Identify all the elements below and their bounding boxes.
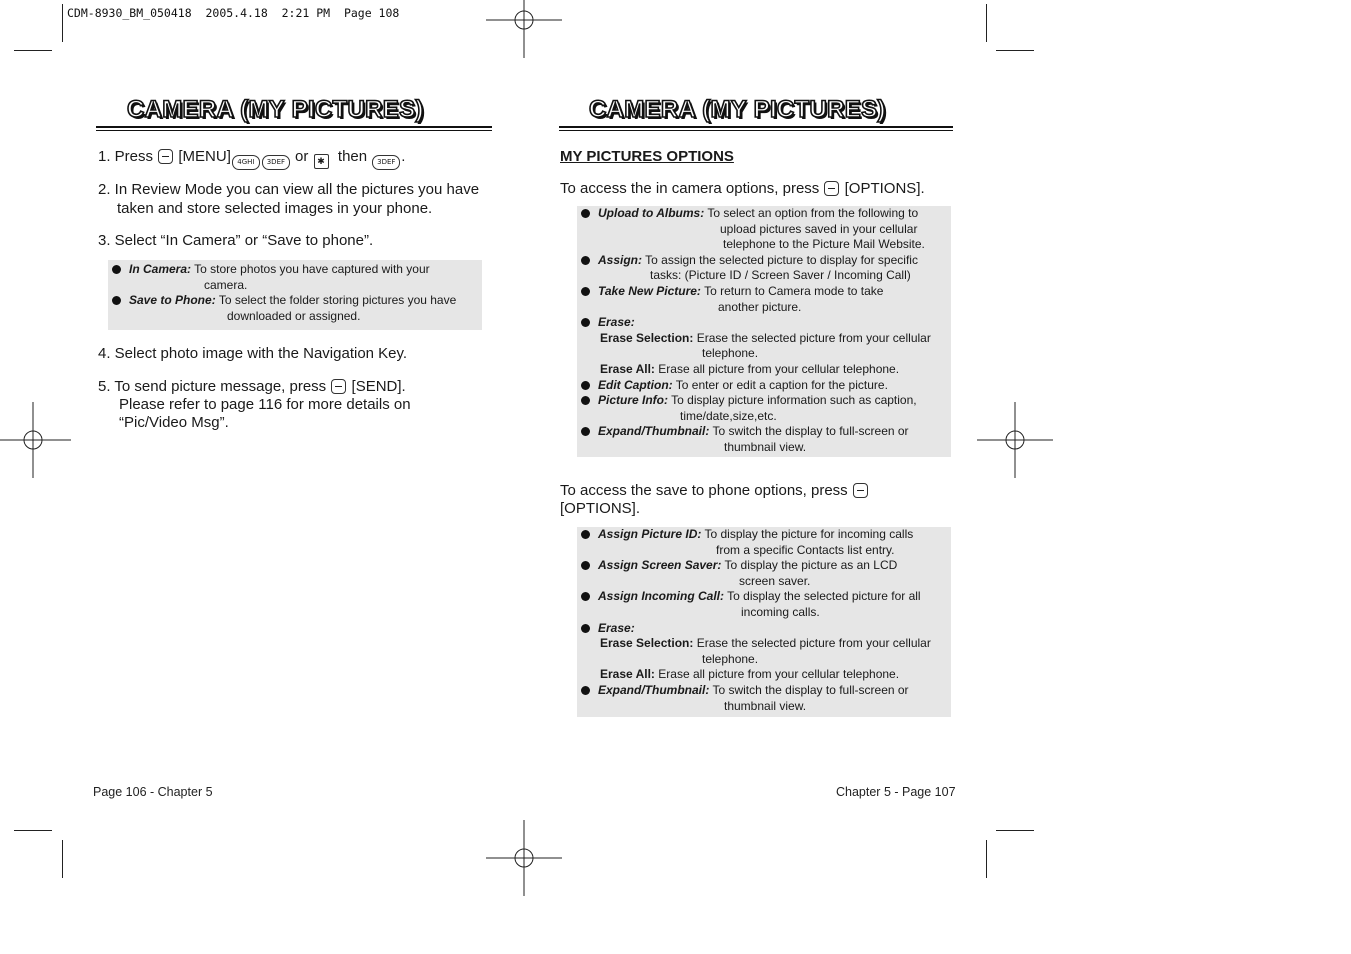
list-item: Expand/Thumbnail: To switch the display to full-screen or thumbnail view. <box>577 683 951 714</box>
right-page-title: CAMERA (MY PICTURES) <box>589 96 886 123</box>
list-item: Picture Info: To display picture information such as caption, time/date,size,etc. <box>577 393 951 424</box>
bullet-icon <box>581 686 590 695</box>
list-item: Expand/Thumbnail: To switch the display to full-screen or thumbnail view. <box>577 424 951 455</box>
list-item: Assign Incoming Call: To display the selected picture for all incoming calls. <box>577 589 951 620</box>
title-rule-thin <box>559 130 953 131</box>
list-item: Edit Caption: To enter or edit a caption for the picture. <box>577 378 951 394</box>
right-page-footer: Chapter 5 - Page 107 <box>836 785 956 799</box>
step-1: 1. Press [MENU] 4GHI 3DEF or ✱ then 3DEF . <box>98 147 405 170</box>
left-page-footer: Page 106 - Chapter 5 <box>93 785 213 799</box>
bullet-icon <box>581 592 590 601</box>
registration-mark-top <box>486 0 562 58</box>
list-item: Erase: <box>577 315 951 331</box>
registration-mark-right <box>977 402 1053 478</box>
list-item: Assign Screen Saver: To display the picture as an LCD screen saver. <box>577 558 951 589</box>
bullet-icon <box>581 561 590 570</box>
key-4-icon: 4GHI <box>232 155 260 170</box>
key-3-icon: 3DEF <box>262 155 290 170</box>
soft-key-icon <box>824 181 839 196</box>
soft-key-icon <box>331 379 346 394</box>
bullet-icon <box>112 265 121 274</box>
bullet-icon <box>581 318 590 327</box>
list-item: Assign Picture ID: To display the picture for incoming calls from a specific Contacts list entry. <box>577 527 951 558</box>
title-rule-thin <box>96 130 492 131</box>
bullet-icon <box>581 209 590 218</box>
bullet-icon <box>112 296 121 305</box>
title-rule <box>96 126 492 128</box>
save-location-box <box>108 260 482 330</box>
soft-key-icon <box>853 483 868 498</box>
key-3-icon: 3DEF <box>372 155 400 170</box>
bullet-icon <box>581 256 590 265</box>
title-rule <box>559 126 953 128</box>
registration-mark-left <box>0 402 71 478</box>
bullet-icon <box>581 530 590 539</box>
list-item: Erase: <box>577 621 951 637</box>
section-heading: MY PICTURES OPTIONS <box>560 148 734 165</box>
erase-selection-item: Erase Selection: Erase the selected picture from your cellular telephone. <box>600 636 931 666</box>
bullet-icon <box>581 624 590 633</box>
intro-in-camera: To access the in camera options, press [OPTIONS]. <box>560 180 925 197</box>
erase-all-item: Erase All: Erase all picture from your cellular telephone. <box>600 667 900 682</box>
bullet-icon <box>581 427 590 436</box>
step-3: 3. Select “In Camera” or “Save to phone”. <box>98 232 374 249</box>
step-5: 5. To send picture message, press [SEND]. Please refer to page 116 for more details on “Pic/Video Msg”. <box>98 378 411 431</box>
print-slug: CDM-8930_BM_050418 2005.4.18 2:21 PM Page 108 <box>67 6 400 20</box>
bullet-icon <box>581 287 590 296</box>
soft-key-icon <box>158 149 173 164</box>
left-page-title: CAMERA (MY PICTURES) <box>127 96 424 123</box>
list-item: Save to Phone: To select the folder storing pictures you have downloaded or assigned. <box>108 293 482 324</box>
list-item: Upload to Albums: To select an option from the following to upload pictures saved in your cellular telephone to the Picture Mail Website. <box>577 206 951 253</box>
bullet-icon <box>581 381 590 390</box>
list-item: In Camera: To store photos you have captured with your camera. <box>108 262 482 293</box>
save-to-phone-options-box <box>577 527 951 717</box>
list-item: Assign: To assign the selected picture to display for specific tasks: (Picture ID / Screen Saver / Incoming Call) <box>577 253 951 284</box>
step-4: 4. Select photo image with the Navigation Key. <box>98 345 408 362</box>
registration-mark-bottom <box>486 820 562 896</box>
list-item: Take New Picture: To return to Camera mode to take another picture. <box>577 284 951 315</box>
step-2: 2. In Review Mode you can view all the pictures you have taken and store selected images in your phone. <box>98 181 480 217</box>
erase-all-item: Erase All: Erase all picture from your cellular telephone. <box>600 361 900 376</box>
in-camera-options-box <box>577 206 951 457</box>
intro-save-to-phone: To access the save to phone options, press [OPTIONS]. <box>560 482 869 518</box>
erase-selection-item: Erase Selection: Erase the selected picture from your cellular telephone. <box>600 330 931 361</box>
bullet-icon <box>581 396 590 405</box>
star-key-icon: ✱ <box>314 154 329 169</box>
